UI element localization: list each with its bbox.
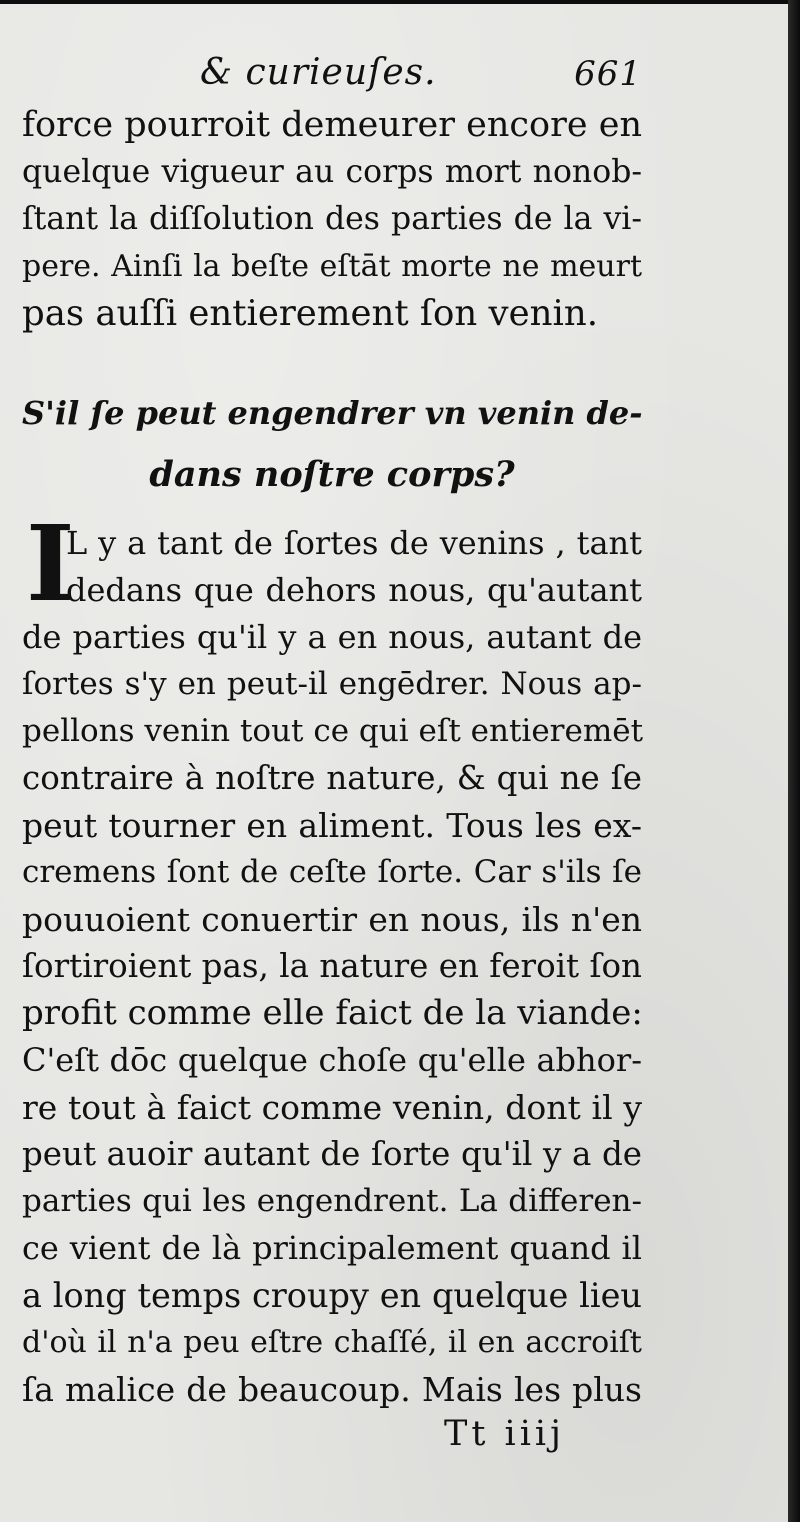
- catchword: Tt iiij: [444, 1414, 565, 1454]
- text-line: pouuoient conuertir en nous, ils n'en: [22, 900, 642, 939]
- text-line: a long temps croupy en quelque lieu: [22, 1276, 642, 1315]
- text-line: ce vient de là principalement quand il: [22, 1229, 642, 1267]
- text-line: L y a tant de ſortes de venins , tant: [66, 524, 642, 562]
- text-line: ſortes s'y en peut-il engēdrer. Nous ap-: [22, 666, 642, 702]
- text-line: force pourroit demeurer encore en: [22, 105, 642, 145]
- text-line: quelque vigueur au corps mort nonob-: [22, 154, 642, 190]
- page-number: 661: [574, 54, 642, 94]
- text-line: cremens ſont de ceſte ſorte. Car s'ils ſe: [22, 854, 642, 890]
- text-line: peut tourner en aliment. Tous les ex-: [22, 806, 642, 845]
- text-line: pas auſſi entierement ſon venin.: [22, 293, 598, 334]
- main-paragraph: [22, 520, 642, 1413]
- book-page: [0, 4, 788, 1522]
- text-line: pere. Ainſi la beſte eſtāt morte ne meurt: [22, 249, 642, 284]
- text-line: peut auoir autant de ſorte qu'il y a de: [22, 1135, 642, 1173]
- text-line: parties qui les engendrent. La differen-: [22, 1183, 642, 1219]
- heading-line: S'il ſe peut engendrer vn venin de-: [22, 394, 643, 432]
- text-line: dedans que dehors nous, qu'autant: [66, 571, 642, 609]
- text-line: re tout à faict comme venin, dont il y: [22, 1088, 642, 1127]
- page-edge-shadow: [788, 0, 800, 1522]
- heading-line: dans noſtre corps?: [149, 454, 515, 495]
- text-line: d'où il n'a peu eſtre chaſſé, il en accroiſt: [22, 1325, 642, 1360]
- text-line: ſortiroient pas, la nature en feroit ſon: [22, 947, 642, 985]
- text-line: C'eſt dōc quelque choſe qu'elle abhor-: [22, 1041, 642, 1079]
- text-line: pellons venin tout ce qui eſt entieremēt: [22, 713, 644, 749]
- text-line: profit comme elle faict de la viande:: [22, 993, 643, 1033]
- page-header: [22, 52, 642, 102]
- text-line: contraire à noſtre nature, & qui ne ſe: [22, 759, 642, 797]
- section-heading: [22, 382, 642, 506]
- text-line: de parties qu'il y a en nous, autant de: [22, 618, 642, 656]
- text-line: ſa malice de beaucoup. Mais les plus: [22, 1370, 642, 1409]
- intro-paragraph: [22, 102, 642, 337]
- text-line: ſtant la diſſolution des parties de la vi-: [22, 201, 642, 237]
- running-head: & curieuſes.: [200, 52, 437, 93]
- drop-cap-letter: I: [26, 502, 75, 625]
